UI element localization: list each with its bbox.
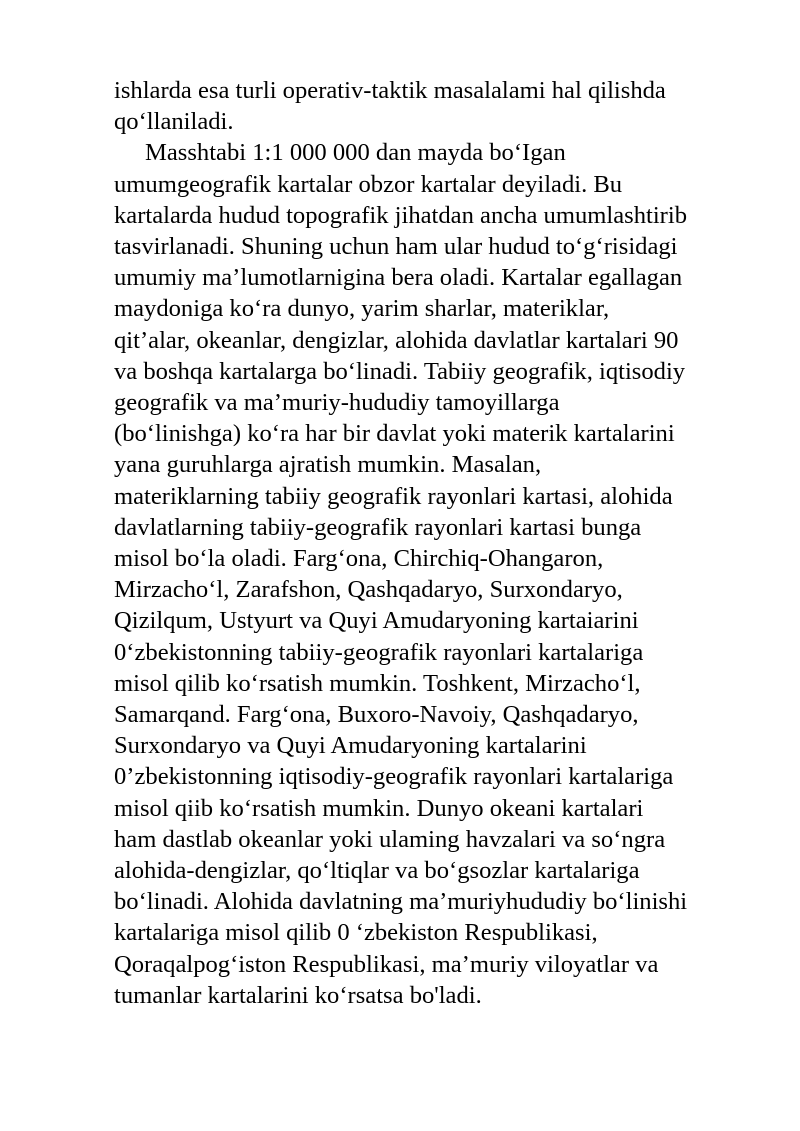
text-line: misol qiib ko‘rsatish mumkin. Dunyo okeani kartalari [114, 794, 644, 822]
text-line: qo‘llaniladi. [114, 108, 234, 136]
text-line: umumiy ma’lumotlarnigina bera oladi. Kartalar egallagan [114, 264, 683, 292]
text-line: maydoniga ko‘ra dunyo, yarim sharlar, materiklar, [114, 295, 610, 323]
text-line: yana guruhlarga ajratish mumkin. Masalan, [114, 451, 542, 479]
text-line: geografik va ma’muriy-hududiy tamoyillarga [114, 389, 560, 417]
text-line: ham dastlab okeanlar yoki ulaming havzalari va so‘ngra [114, 825, 666, 853]
text-line: bo‘linadi. Alohida davlatning ma’muriyhududiy bo‘linishi [114, 888, 688, 916]
text-line: Qizilqum, Ustyurt va Quyi Amudaryoning kartaiarini [114, 607, 639, 635]
text-line: Surxondaryo va Quyi Amudaryoning kartalarini [114, 732, 587, 760]
paragraph-start-line: Masshtabi 1:1 000 000 dan mayda bo‘Igan [145, 139, 566, 167]
text-line: misol bo‘la oladi. Farg‘ona, Chirchiq-Ohangaron, [114, 545, 604, 573]
text-line: kartalarda hudud topografik jihatdan ancha umumlashtirib [114, 201, 687, 229]
text-line: Qoraqalpog‘iston Respublikasi, ma’muriy viloyatlar va [114, 950, 659, 978]
text-line: 0’zbekistonning iqtisodiy-geografik rayonlari kartalariga [114, 763, 674, 791]
text-line: tumanlar kartalarini ko‘rsatsa bo'ladi. [114, 981, 482, 1009]
text-line: kartalariga misol qilib 0 ‘zbekiston Respublikasi, [114, 919, 598, 947]
text-line: umumgeografik kartalar obzor kartalar deyiladi. Bu [114, 170, 623, 198]
text-line: materiklarning tabiiy geografik rayonlari kartasi, alohida [114, 482, 673, 510]
document-page [114, 75, 754, 1011]
text-line: qit’alar, okeanlar, dengizlar, alohida davlatlar kartalari 90 [114, 326, 679, 354]
text-line: davlatlarning tabiiy-geografik rayonlari kartasi bunga [114, 513, 642, 541]
text-line: va boshqa kartalarga bo‘linadi. Tabiiy geografik, iqtisodiy [114, 357, 686, 385]
text-line: Samarqand. Farg‘ona, Buxoro-Navoiy, Qashqadaryo, [114, 701, 639, 729]
text-line: 0‘zbekistonning tabiiy-geografik rayonlari kartalariga [114, 638, 644, 666]
text-line: ishlarda esa turli operativ-taktik masalalami hal qilishda [114, 77, 666, 104]
text-line: tasvirlanadi. Shuning uchun ham ular hudud to‘g‘risidagi [114, 233, 678, 261]
text-line: alohida-dengizlar, qo‘ltiqlar va bo‘gsozlar kartalariga [114, 857, 640, 885]
text-line: (bo‘linishga) ko‘ra har bir davlat yoki materik kartalarini [114, 420, 675, 448]
text-line: misol qilib ko‘rsatish mumkin. Toshkent, Mirzacho‘l, [114, 669, 641, 697]
text-line: Mirzacho‘l, Zarafshon, Qashqadaryo, Surxondaryo, [114, 576, 623, 604]
